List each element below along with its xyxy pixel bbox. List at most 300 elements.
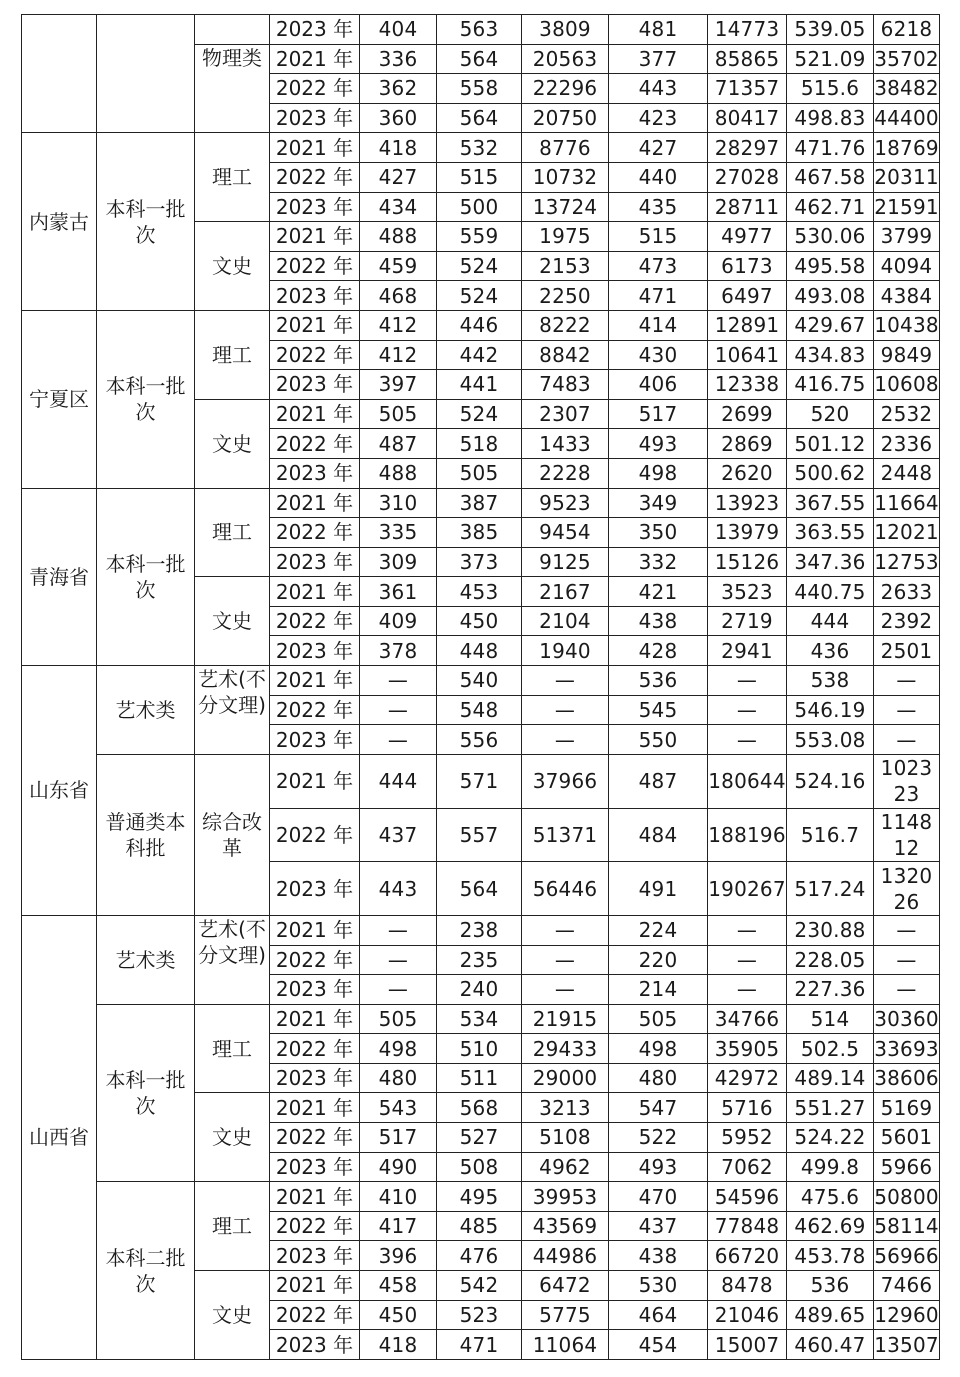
min-rank-cell: 8776 — [522, 133, 609, 163]
control-line-cell: 499.8 — [787, 1152, 874, 1182]
year-value: 2023 — [275, 461, 327, 486]
min-score-cell: 417 — [360, 1211, 437, 1241]
avg-score-cell: 547 — [609, 1093, 708, 1123]
year-cell — [270, 1300, 360, 1330]
min-rank-cell: — — [522, 695, 609, 725]
control-rank-cell: 7466 — [874, 1271, 940, 1301]
min-rank-cell: 2250 — [522, 281, 609, 311]
year-cell — [270, 281, 360, 311]
avg-rank-cell: — — [708, 666, 787, 696]
control-line-cell: 347.36 — [787, 547, 874, 577]
avg-rank-cell: 80417 — [708, 103, 787, 133]
avg-rank-cell: 35905 — [708, 1034, 787, 1064]
control-rank-cell: 2633 — [874, 577, 940, 607]
max-score-cell: 524 — [437, 281, 522, 311]
min-rank-cell: 29000 — [522, 1063, 609, 1093]
avg-rank-cell: 66720 — [708, 1241, 787, 1271]
max-score-cell: 557 — [437, 808, 522, 862]
year-value: 2023 — [275, 727, 327, 752]
control-rank-cell: 12021 — [874, 518, 940, 548]
avg-rank-cell: 27028 — [708, 162, 787, 192]
min-score-cell: 361 — [360, 577, 437, 607]
max-score-cell: 556 — [437, 725, 522, 755]
year-suffix: 年 — [326, 461, 354, 486]
table-row — [22, 1004, 940, 1034]
avg-score-cell: 550 — [609, 725, 708, 755]
min-rank-cell: 2228 — [522, 458, 609, 488]
year-cell — [270, 429, 360, 459]
control-rank-cell: 56966 — [874, 1241, 940, 1271]
subject-cell: 理工 — [195, 488, 270, 577]
control-rank-cell: 132026 — [874, 862, 940, 916]
year-suffix: 年 — [326, 520, 354, 545]
min-rank-cell: 2104 — [522, 606, 609, 636]
max-score-cell: 523 — [437, 1300, 522, 1330]
avg-rank-cell: 5952 — [708, 1123, 787, 1153]
control-line-cell: 475.6 — [787, 1182, 874, 1212]
year-cell — [270, 808, 360, 862]
province-cell: 内蒙古 — [22, 133, 97, 311]
subject-cell: 文史 — [195, 222, 270, 311]
max-score-cell: 238 — [437, 915, 522, 945]
min-score-cell: 404 — [360, 15, 437, 45]
control-line-cell: 453.78 — [787, 1241, 874, 1271]
year-value: 2023 — [275, 638, 327, 663]
table-row — [22, 133, 940, 163]
avg-rank-cell: 15126 — [708, 547, 787, 577]
table-row — [22, 915, 940, 945]
year-cell — [270, 1004, 360, 1034]
table-row — [22, 754, 940, 808]
max-score-cell: 571 — [437, 754, 522, 808]
year-value: 2023 — [275, 876, 327, 901]
year-cell — [270, 458, 360, 488]
control-rank-cell: 12960 — [874, 1300, 940, 1330]
control-line-cell: 429.67 — [787, 310, 874, 340]
year-value: 2021 — [275, 769, 327, 794]
subject-cell: 理工 — [195, 133, 270, 222]
year-cell — [270, 754, 360, 808]
min-rank-cell: 29433 — [522, 1034, 609, 1064]
year-value: 2023 — [275, 283, 327, 308]
min-rank-cell: 5108 — [522, 1123, 609, 1153]
avg-rank-cell: 4977 — [708, 222, 787, 252]
year-value: 2022 — [275, 609, 327, 634]
batch-cell: 本科一批次 — [97, 1004, 195, 1182]
avg-rank-cell: 5716 — [708, 1093, 787, 1123]
avg-rank-cell: 77848 — [708, 1211, 787, 1241]
avg-rank-cell: 85865 — [708, 44, 787, 74]
min-score-cell: 362 — [360, 74, 437, 104]
control-rank-cell: 18769 — [874, 133, 940, 163]
year-cell — [270, 370, 360, 400]
control-rank-cell: 11664 — [874, 488, 940, 518]
control-line-cell: 500.62 — [787, 458, 874, 488]
control-rank-cell: 10438 — [874, 310, 940, 340]
year-value: 2021 — [275, 313, 327, 338]
min-score-cell: 488 — [360, 222, 437, 252]
min-score-cell: — — [360, 725, 437, 755]
control-line-cell: 495.58 — [787, 251, 874, 281]
avg-score-cell: 224 — [609, 915, 708, 945]
max-score-cell: 527 — [437, 1123, 522, 1153]
avg-score-cell: 454 — [609, 1330, 708, 1360]
year-value: 2021 — [275, 1273, 327, 1298]
max-score-cell: 524 — [437, 399, 522, 429]
year-cell — [270, 162, 360, 192]
control-line-cell: 498.83 — [787, 103, 874, 133]
min-score-cell: 396 — [360, 1241, 437, 1271]
min-rank-cell: 1940 — [522, 636, 609, 666]
year-cell — [270, 975, 360, 1005]
avg-score-cell: 438 — [609, 606, 708, 636]
year-cell — [270, 666, 360, 696]
avg-score-cell: 349 — [609, 488, 708, 518]
year-cell — [270, 1152, 360, 1182]
year-suffix: 年 — [326, 165, 354, 190]
avg-score-cell: 491 — [609, 862, 708, 916]
avg-score-cell: 481 — [609, 15, 708, 45]
min-rank-cell: 1975 — [522, 222, 609, 252]
year-suffix: 年 — [326, 224, 354, 249]
min-rank-cell: 21915 — [522, 1004, 609, 1034]
year-value: 2022 — [275, 947, 327, 972]
avg-rank-cell: 2869 — [708, 429, 787, 459]
avg-rank-cell: 71357 — [708, 74, 787, 104]
min-rank-cell: 9454 — [522, 518, 609, 548]
min-score-cell: 412 — [360, 310, 437, 340]
min-rank-cell: 3213 — [522, 1093, 609, 1123]
max-score-cell: 471 — [437, 1330, 522, 1360]
avg-rank-cell: 12338 — [708, 370, 787, 400]
avg-rank-cell: 190267 — [708, 862, 787, 916]
min-score-cell: 490 — [360, 1152, 437, 1182]
year-cell — [270, 1063, 360, 1093]
subject-cell: 艺术(不分文理) — [195, 915, 270, 1004]
min-score-cell: 412 — [360, 340, 437, 370]
avg-score-cell: 484 — [609, 808, 708, 862]
avg-rank-cell: 12891 — [708, 310, 787, 340]
max-score-cell: 442 — [437, 340, 522, 370]
control-rank-cell: 38606 — [874, 1063, 940, 1093]
avg-rank-cell: 3523 — [708, 577, 787, 607]
table-row — [22, 666, 940, 696]
avg-score-cell: 443 — [609, 74, 708, 104]
year-suffix: 年 — [326, 76, 354, 101]
max-score-cell: 495 — [437, 1182, 522, 1212]
avg-score-cell: 377 — [609, 44, 708, 74]
year-cell — [270, 518, 360, 548]
min-rank-cell: 6472 — [522, 1271, 609, 1301]
control-line-cell: 230.88 — [787, 915, 874, 945]
year-cell — [270, 103, 360, 133]
control-line-cell: 227.36 — [787, 975, 874, 1005]
control-rank-cell: 30360 — [874, 1004, 940, 1034]
control-rank-cell: — — [874, 915, 940, 945]
control-line-cell: 514 — [787, 1004, 874, 1034]
year-suffix: 年 — [326, 372, 354, 397]
control-line-cell: 521.09 — [787, 44, 874, 74]
year-value: 2022 — [275, 165, 327, 190]
table-row — [22, 15, 940, 45]
min-score-cell: 378 — [360, 636, 437, 666]
avg-rank-cell: — — [708, 725, 787, 755]
max-score-cell: 532 — [437, 133, 522, 163]
min-score-cell: 309 — [360, 547, 437, 577]
year-value: 2022 — [275, 76, 327, 101]
control-rank-cell: 114812 — [874, 808, 940, 862]
year-value: 2021 — [275, 135, 327, 160]
max-score-cell: 505 — [437, 458, 522, 488]
province-cell — [22, 15, 97, 133]
avg-rank-cell: 34766 — [708, 1004, 787, 1034]
avg-score-cell: 427 — [609, 133, 708, 163]
avg-rank-cell: 21046 — [708, 1300, 787, 1330]
control-rank-cell: 12753 — [874, 547, 940, 577]
min-rank-cell: — — [522, 725, 609, 755]
control-rank-cell: 13507 — [874, 1330, 940, 1360]
year-suffix: 年 — [326, 1184, 354, 1209]
year-value: 2021 — [275, 579, 327, 604]
control-line-cell: 551.27 — [787, 1093, 874, 1123]
year-suffix: 年 — [326, 1066, 354, 1091]
year-suffix: 年 — [326, 46, 354, 71]
avg-rank-cell: 13979 — [708, 518, 787, 548]
year-suffix: 年 — [326, 638, 354, 663]
year-value: 2023 — [275, 1154, 327, 1179]
max-score-cell: 542 — [437, 1271, 522, 1301]
min-rank-cell: 1433 — [522, 429, 609, 459]
year-suffix: 年 — [326, 283, 354, 308]
year-suffix: 年 — [326, 947, 354, 972]
year-cell — [270, 945, 360, 975]
min-score-cell: 450 — [360, 1300, 437, 1330]
province-cell: 山西省 — [22, 915, 97, 1359]
max-score-cell: 235 — [437, 945, 522, 975]
control-rank-cell: 38482 — [874, 74, 940, 104]
year-cell — [270, 606, 360, 636]
avg-rank-cell: — — [708, 975, 787, 1005]
control-rank-cell: 2501 — [874, 636, 940, 666]
year-suffix: 年 — [326, 579, 354, 604]
control-rank-cell: 10608 — [874, 370, 940, 400]
year-cell — [270, 1241, 360, 1271]
year-suffix: 年 — [326, 1095, 354, 1120]
year-suffix: 年 — [326, 402, 354, 427]
avg-score-cell: 437 — [609, 1211, 708, 1241]
control-rank-cell: 9849 — [874, 340, 940, 370]
min-score-cell: 427 — [360, 162, 437, 192]
year-cell — [270, 399, 360, 429]
min-rank-cell: 44986 — [522, 1241, 609, 1271]
year-cell — [270, 1034, 360, 1064]
min-score-cell: 498 — [360, 1034, 437, 1064]
batch-cell: 本科一批次 — [97, 488, 195, 666]
control-line-cell: 501.12 — [787, 429, 874, 459]
avg-score-cell: 332 — [609, 547, 708, 577]
min-rank-cell: 2307 — [522, 399, 609, 429]
avg-score-cell: 530 — [609, 1271, 708, 1301]
year-suffix: 年 — [326, 876, 354, 901]
min-rank-cell: — — [522, 666, 609, 696]
control-line-cell: 471.76 — [787, 133, 874, 163]
avg-rank-cell: 15007 — [708, 1330, 787, 1360]
year-suffix: 年 — [326, 697, 354, 722]
control-rank-cell: 3799 — [874, 222, 940, 252]
avg-rank-cell: 8478 — [708, 1271, 787, 1301]
min-rank-cell: — — [522, 975, 609, 1005]
min-score-cell: 543 — [360, 1093, 437, 1123]
year-cell — [270, 44, 360, 74]
control-rank-cell: 4384 — [874, 281, 940, 311]
year-cell — [270, 74, 360, 104]
control-rank-cell: 44400 — [874, 103, 940, 133]
min-score-cell: 360 — [360, 103, 437, 133]
max-score-cell: 515 — [437, 162, 522, 192]
min-rank-cell: 20750 — [522, 103, 609, 133]
avg-rank-cell: 28297 — [708, 133, 787, 163]
avg-rank-cell: 13923 — [708, 488, 787, 518]
min-rank-cell: 22296 — [522, 74, 609, 104]
year-cell — [270, 15, 360, 45]
year-suffix: 年 — [326, 1332, 354, 1357]
min-rank-cell: 56446 — [522, 862, 609, 916]
year-suffix: 年 — [326, 1214, 354, 1239]
avg-score-cell: 406 — [609, 370, 708, 400]
year-value: 2023 — [275, 17, 327, 42]
avg-score-cell: 545 — [609, 695, 708, 725]
control-line-cell: 436 — [787, 636, 874, 666]
year-suffix: 年 — [326, 254, 354, 279]
year-value: 2023 — [275, 106, 327, 131]
avg-rank-cell: — — [708, 695, 787, 725]
year-suffix: 年 — [326, 1243, 354, 1268]
avg-score-cell: 414 — [609, 310, 708, 340]
control-line-cell: 462.69 — [787, 1211, 874, 1241]
min-rank-cell: 3809 — [522, 15, 609, 45]
control-line-cell: 416.75 — [787, 370, 874, 400]
year-cell — [270, 725, 360, 755]
max-score-cell: 524 — [437, 251, 522, 281]
year-suffix: 年 — [326, 431, 354, 456]
year-cell — [270, 192, 360, 222]
control-rank-cell: 33693 — [874, 1034, 940, 1064]
year-suffix: 年 — [326, 918, 354, 943]
min-score-cell: 443 — [360, 862, 437, 916]
max-score-cell: 564 — [437, 44, 522, 74]
control-line-cell: 546.19 — [787, 695, 874, 725]
year-suffix: 年 — [326, 194, 354, 219]
year-value: 2021 — [275, 668, 327, 693]
max-score-cell: 446 — [437, 310, 522, 340]
max-score-cell: 548 — [437, 695, 522, 725]
year-suffix: 年 — [326, 1302, 354, 1327]
year-cell — [270, 1271, 360, 1301]
min-rank-cell: — — [522, 915, 609, 945]
control-rank-cell: 2448 — [874, 458, 940, 488]
avg-rank-cell: 6173 — [708, 251, 787, 281]
avg-score-cell: 498 — [609, 458, 708, 488]
avg-score-cell: 505 — [609, 1004, 708, 1034]
max-score-cell: 510 — [437, 1034, 522, 1064]
year-cell — [270, 1330, 360, 1360]
year-value: 2023 — [275, 1066, 327, 1091]
avg-rank-cell: 7062 — [708, 1152, 787, 1182]
min-rank-cell: 11064 — [522, 1330, 609, 1360]
avg-score-cell: 421 — [609, 577, 708, 607]
min-rank-cell: 51371 — [522, 808, 609, 862]
min-rank-cell: 8842 — [522, 340, 609, 370]
year-cell — [270, 1123, 360, 1153]
year-cell — [270, 1182, 360, 1212]
year-value: 2021 — [275, 1184, 327, 1209]
control-line-cell: 516.7 — [787, 808, 874, 862]
avg-score-cell: 220 — [609, 945, 708, 975]
control-line-cell: 517.24 — [787, 862, 874, 916]
avg-score-cell: 430 — [609, 340, 708, 370]
min-score-cell: 444 — [360, 754, 437, 808]
subject-cell: 艺术(不分文理) — [195, 666, 270, 755]
avg-score-cell: 473 — [609, 251, 708, 281]
batch-cell: 艺术类 — [97, 666, 195, 755]
max-score-cell: 563 — [437, 15, 522, 45]
avg-score-cell: 493 — [609, 429, 708, 459]
max-score-cell: 240 — [437, 975, 522, 1005]
control-line-cell: 460.47 — [787, 1330, 874, 1360]
control-line-cell: 536 — [787, 1271, 874, 1301]
control-rank-cell: 50800 — [874, 1182, 940, 1212]
avg-score-cell: 428 — [609, 636, 708, 666]
min-score-cell: 487 — [360, 429, 437, 459]
province-cell: 青海省 — [22, 488, 97, 666]
subject-cell: 文史 — [195, 399, 270, 488]
min-rank-cell: 9125 — [522, 547, 609, 577]
max-score-cell: 568 — [437, 1093, 522, 1123]
max-score-cell: 540 — [437, 666, 522, 696]
control-rank-cell: 5601 — [874, 1123, 940, 1153]
min-rank-cell: 39953 — [522, 1182, 609, 1212]
year-value: 2022 — [275, 1036, 327, 1061]
min-rank-cell: 2153 — [522, 251, 609, 281]
control-rank-cell: 4094 — [874, 251, 940, 281]
min-score-cell: 409 — [360, 606, 437, 636]
year-cell — [270, 488, 360, 518]
avg-rank-cell: 188196 — [708, 808, 787, 862]
min-score-cell: — — [360, 945, 437, 975]
min-score-cell: 488 — [360, 458, 437, 488]
avg-score-cell: 440 — [609, 162, 708, 192]
year-cell — [270, 695, 360, 725]
year-value: 2022 — [275, 431, 327, 456]
control-line-cell: 440.75 — [787, 577, 874, 607]
min-score-cell: 434 — [360, 192, 437, 222]
min-score-cell: 458 — [360, 1271, 437, 1301]
year-value: 2021 — [275, 1006, 327, 1031]
table-row — [22, 310, 940, 340]
control-line-cell: 524.22 — [787, 1123, 874, 1153]
subject-cell: 物理类 — [195, 44, 270, 133]
max-score-cell: 564 — [437, 103, 522, 133]
min-score-cell: 437 — [360, 808, 437, 862]
subject-cell: 文史 — [195, 577, 270, 666]
year-cell — [270, 636, 360, 666]
year-value: 2023 — [275, 194, 327, 219]
control-rank-cell: — — [874, 975, 940, 1005]
min-rank-cell: 4962 — [522, 1152, 609, 1182]
year-cell — [270, 310, 360, 340]
min-rank-cell: 5775 — [522, 1300, 609, 1330]
min-score-cell: 480 — [360, 1063, 437, 1093]
